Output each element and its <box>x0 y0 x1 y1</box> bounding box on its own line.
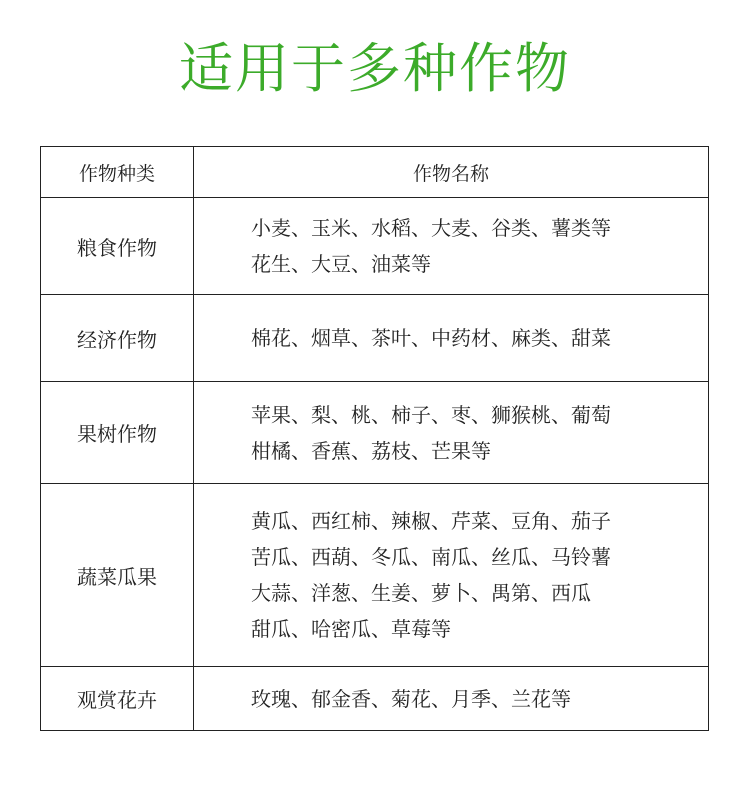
page-title: 适用于多种作物 <box>179 37 571 100</box>
crop-names-cell <box>194 484 709 667</box>
table-row <box>41 484 709 667</box>
crop-names-cell <box>194 382 709 484</box>
crop-names-line: 小麦、玉米、水稻、大麦、谷类、薯类等 <box>251 216 611 240</box>
crop-type-cell: 果树作物 <box>41 382 194 484</box>
crop-names-line: 黄瓜、西红柿、辣椒、芹菜、豆角、茄子 <box>251 509 611 533</box>
crop-names-line: 苦瓜、西葫、冬瓜、南瓜、丝瓜、马铃薯 <box>251 545 611 569</box>
crop-names-line: 苹果、梨、桃、柿子、枣、狮猴桃、葡萄 <box>251 402 611 427</box>
crop-names-line: 棉花、烟草、茶叶、中药材、麻类、甜菜 <box>251 326 611 350</box>
crop-names-cell <box>194 198 709 295</box>
crop-names-line: 柑橘、香蕉、荔枝、芒果等 <box>251 438 491 463</box>
crop-names-line: 玫瑰、郁金香、菊花、月季、兰花等 <box>251 686 571 711</box>
crop-names-line: 花生、大豆、油菜等 <box>251 252 431 276</box>
header-crop-names: 作物名称 <box>194 147 709 198</box>
crop-table <box>40 146 709 731</box>
table-row <box>41 382 709 484</box>
table-row <box>41 198 709 295</box>
crop-type-cell: 观赏花卉 <box>41 667 194 731</box>
crop-type-cell: 粮食作物 <box>41 198 194 295</box>
crop-names-line: 甜瓜、哈密瓜、草莓等 <box>251 617 451 641</box>
crop-names-cell <box>194 667 709 731</box>
table-header-row <box>41 147 709 198</box>
crop-type-cell: 经济作物 <box>41 295 194 382</box>
header-crop-type: 作物种类 <box>41 147 194 198</box>
crop-names-cell <box>194 295 709 382</box>
table-row <box>41 667 709 731</box>
crop-type-cell: 蔬菜瓜果 <box>41 484 194 667</box>
table-row <box>41 295 709 382</box>
crop-names-line: 大蒜、洋葱、生姜、萝卜、禺第、西瓜 <box>251 581 591 605</box>
